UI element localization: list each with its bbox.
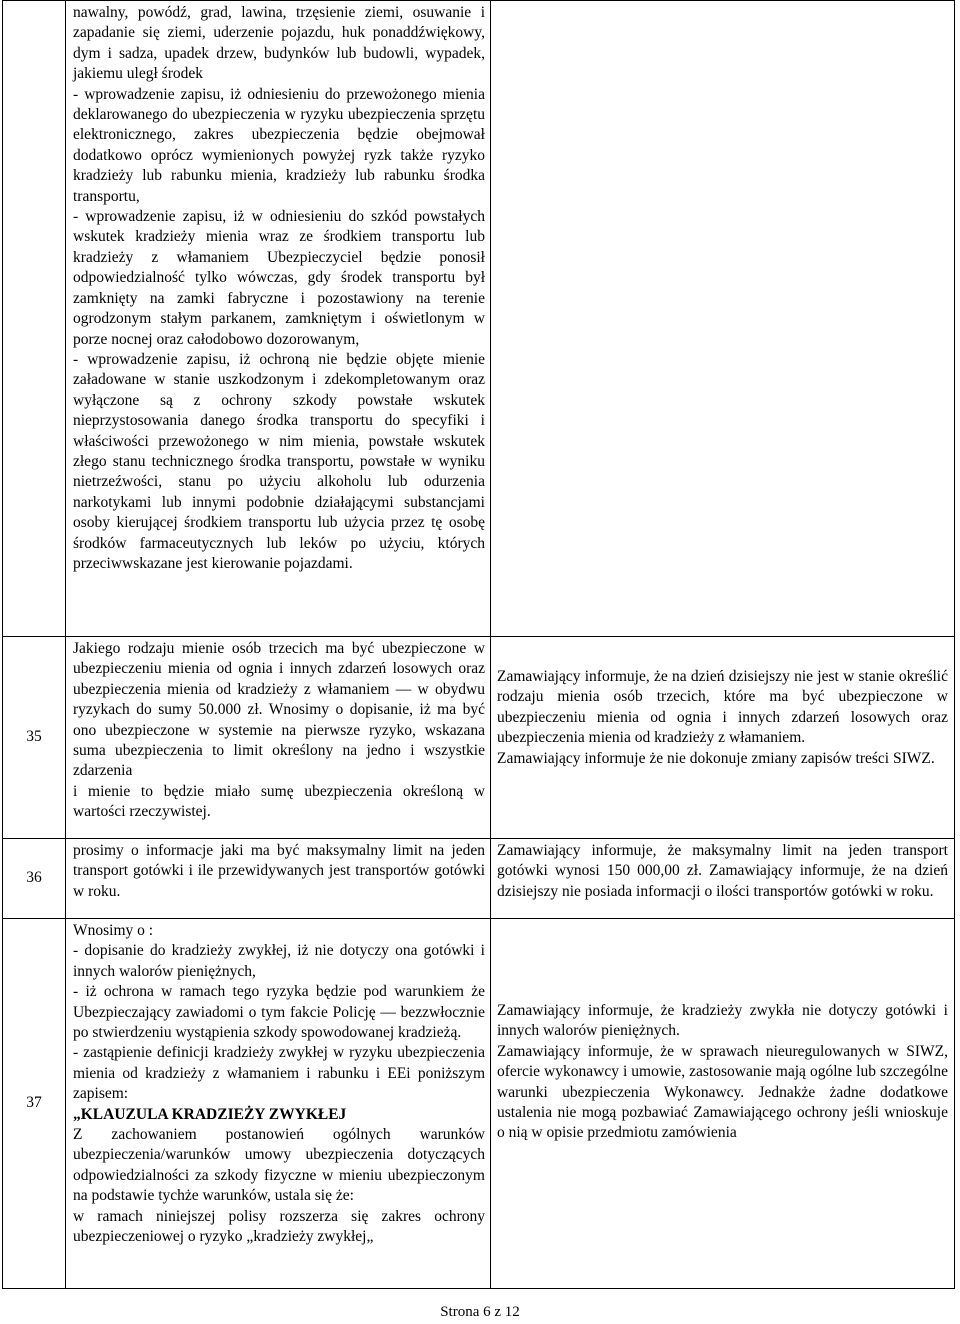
row-number: 35 [3,637,66,839]
footer-sep: z [494,1304,502,1320]
question-paragraph: prosimy o informacje jaki ma być maksymalny limit na jeden transport gotówki i ile przewidywanych jest transportów gotówki w roku. [73,842,485,900]
answer-paragraph: Zamawiający informuje, że w sprawach nieuregulowanych w SIWZ, ofercie wykonawcy i umowie, zastosowanie mają ogólne lub szczególne warunki ubezpieczenia Wykonawcy. Jednakże żadne dodatkowe ustalenia nie mogą pozbawiać Zamawiającego ochrony jeśli wnioskuje o nią w opisie przedmiotu zamówienia [497,1042,948,1142]
question-paragraph: - dopisanie do kradzieży zwykłej, iż nie dotyczy ona gotówki i innych walorów pieniężnych, [73,942,485,980]
qa-table [2,0,955,1289]
footer-page: 6 [483,1304,491,1320]
question-paragraph: Z zachowaniem postanowień ogólnych warunków ubezpieczenia/warunków umowy ubezpieczenia dotyczących odpowiedzialności za szkody fizyczne w mieniu ubezpieczonym na podstawie tychże warunków, ustala się że: [73,1126,485,1205]
question-paragraph: - wprowadzenie zapisu, iż ochroną nie będzie objęte mienie załadowane w stanie uszkodzonym i zdekompletowanym oraz wyłączone są z ochrony szkody powstałe wskutek nieprzystosowania danego środka transportu do specyfiki i właściwości przewożonego w nim mienia, powstałe wskutek złego stanu technicznego środka transportu, powstałe w wyniku nietrzeźwości, stanu po użyciu alkoholu lub odurzenia narkotykami lub innymi podobnie działającymi substancjami osoby kierującej środkiem transportu lub użycia przez tę osobę środków farmaceutycznych lub leków po użyciu, których przeciwwskazane jest kierowanie pojazdami. [73,350,485,572]
question-paragraph: Jakiego rodzaju mienie osób trzecich ma być ubezpieczone w ubezpieczeniu mienia od ognia i innych zdarzeń losowych oraz ubezpieczenia mienia od kradzieży z włamaniem — w obydwu ryzykach do sumy 50.000 zł. Wnosimy o dopisanie, iż ma być ono ubezpieczone w systemie na pierwsze ryzyko, wskazana suma ubezpieczenia to limit określony na jedno i wszystkie zdarzenia [73,640,485,780]
question-paragraph: - wprowadzenie zapisu, iż odniesieniu do przewożonego mienia deklarowanego do ubezpieczenia w ryzyku ubezpieczenia sprzętu elektronicznego, zakres ubezpieczenia będzie obejmował dodatkowo oprócz wymienionych powyżej ryzk także ryzyko kradzieży lub rabunku mienia, kradzieży lub rabunku środka transportu, [73,85,485,205]
question-paragraph: - wprowadzenie zapisu, iż w odniesieniu do szkód powstałych wskutek kradzieży mienia wraz ze środkiem transportu lub kradzieży z włamaniem Ubezpieczyciel będzie ponosił odpowiedzialność tylko wówczas, gdy środek transportu był zamknięty na zamki fabryczne i pozostawiony na terenie ogrodzonym stałym parkanem, zamkniętym i oświetlonym w porze nocnej oraz całodobowo dozorowanym, [73,208,485,348]
row-number: 37 [3,919,66,1289]
answer-paragraph: Zamawiający informuje, że na dzień dzisiejszy nie jest w stanie określić rodzaju mienia osób trzecich, które ma być ubezpieczone w ubezpieczeniu mienia od ognia i innych zdarzeń losowych oraz ubezpieczenia mienia od kradzieży z włamaniem. [497,668,948,747]
question-cell [66,637,491,839]
question-paragraph: i mienie to będzie miało sumę ubezpieczenia określoną w wartości rzeczywistej. [73,782,485,821]
table-row [3,839,955,919]
table-row [3,1,955,637]
answer-cell [491,919,955,1289]
row-number: 36 [3,839,66,919]
answer-paragraph: Zamawiający informuje że nie dokonuje zmiany zapisów treści SIWZ. [497,749,935,767]
row-number [3,1,66,637]
question-paragraph: nawalny, powódź, grad, lawina, trzęsienie ziemi, osuwanie i zapadanie się ziemi, uderzenie pojazdu, huk ponaddźwiękowy, dym i sadza, upadek drzew, budynków lub budowli, wypadek, jakiemu uległ środek [73,4,485,83]
question-paragraph: - zastąpienie definicji kradzieży zwykłej w ryzyku ubezpieczenia mienia od kradzieży z włamaniem i rabunku i EEi poniższym zapisem: [73,1044,485,1103]
footer-total: 12 [504,1304,520,1320]
footer-prefix: Strona [440,1304,480,1320]
question-paragraph: Wnosimy o : [73,922,154,939]
answer-cell [491,839,955,919]
answer-cell [491,637,955,839]
page-footer [0,1304,960,1321]
answer-paragraph: Zamawiający informuje, że maksymalny limit na jeden transport gotówki wynosi 150 000,00 zł. Zamawiający informuje, że na dzień dzisiejszy nie posiada informacji o ilości transportów gotówki w roku. [497,842,948,900]
question-cell [66,839,491,919]
table-row [3,919,955,1289]
question-cell [66,1,491,637]
answer-paragraph: Zamawiający informuje, że kradzieży zwykła nie dotyczy gotówki i innych walorów pieniężnych. [497,1002,948,1040]
question-cell [66,919,491,1289]
question-paragraph: - iż ochrona w ramach tego ryzyka będzie pod warunkiem że Ubezpieczający zawiadomi o tym fakcie Policję — bezzwłocznie po stwierdzeniu wystąpienia szkody spowodowanej kradzieżą. [73,983,485,1042]
question-paragraph: w ramach niniejszej polisy rozszerza się zakres ochrony ubezpieczeniowej o ryzyko „kradzieży zwykłej„ [73,1207,485,1246]
answer-cell [491,1,955,637]
table-row [3,637,955,839]
clause-heading: „KLAUZULA KRADZIEŻY ZWYKŁEJ [73,1105,347,1123]
